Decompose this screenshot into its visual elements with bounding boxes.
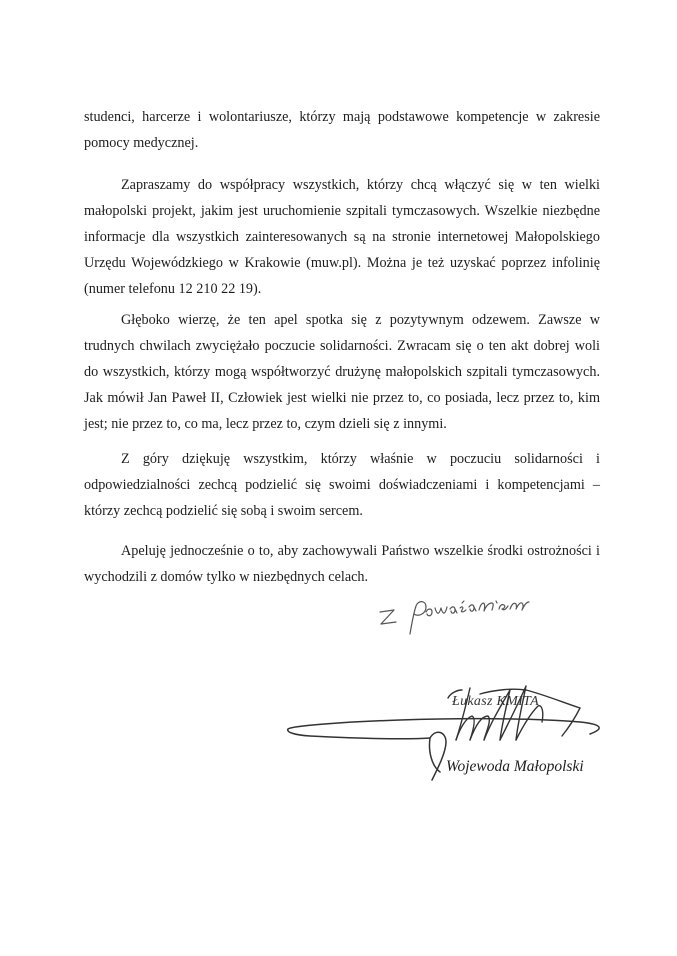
official-title: Wojewoda Małopolski [446, 758, 584, 775]
handwritten-closing-graphic [380, 601, 529, 634]
typed-name: Łukasz KMITA [452, 694, 539, 709]
signature-block [280, 590, 640, 790]
letter-paragraph-1: studenci, harcerze i wolontariusze, którzy mają podstawowe kompetencje w zakresie pomocy medycznej. [84, 109, 600, 151]
letter-paragraph-4: Z góry dziękuję wszystkim, którzy właśnie w poczuciu solidarności i odpowiedzialności zechcą podzielić się swoimi doświadczeniami i kompetencjami – którzy zechcą podzielić się sobą i swoim sercem. [84, 451, 600, 519]
letter-paragraph-3: Głęboko wierzę, że ten apel spotka się z pozytywnym odzewem. Zawsze w trudnych chwilach zwyciężało poczucie solidarności. Zwracam się o ten akt dobrej woli do wszystkich, którzy mogą współtworzyć drużynę małopolskich szpitali tymczasowych. Jak mówił Jan Paweł II, Człowiek jest wielki nie przez to, co posiada, lecz przez to, kim jest; nie przez to, co ma, lecz przez to, czym dzieli się z innymi. [84, 312, 600, 432]
letter-paragraph-2: Zapraszamy do współpracy wszystkich, którzy chcą włączyć się w ten wielki małopolski projekt, jakim jest uruchomienie szpitali tymczasowych. Wszelkie niezbędne informacje dla wszystkich zainteresowanych są na stronie internetowej Małopolskiego Urzędu Wojewódzkiego w Krakowie (muw.pl). Można je też uzyskać poprzez infolinię (numer telefonu 12 210 22 19). [84, 177, 600, 297]
letter-paragraph-5: Apeluję jednocześnie o to, aby zachowywali Państwo wszelkie środki ostrożności i wychodzili z domów tylko w niezbędnych celach. [84, 543, 600, 585]
